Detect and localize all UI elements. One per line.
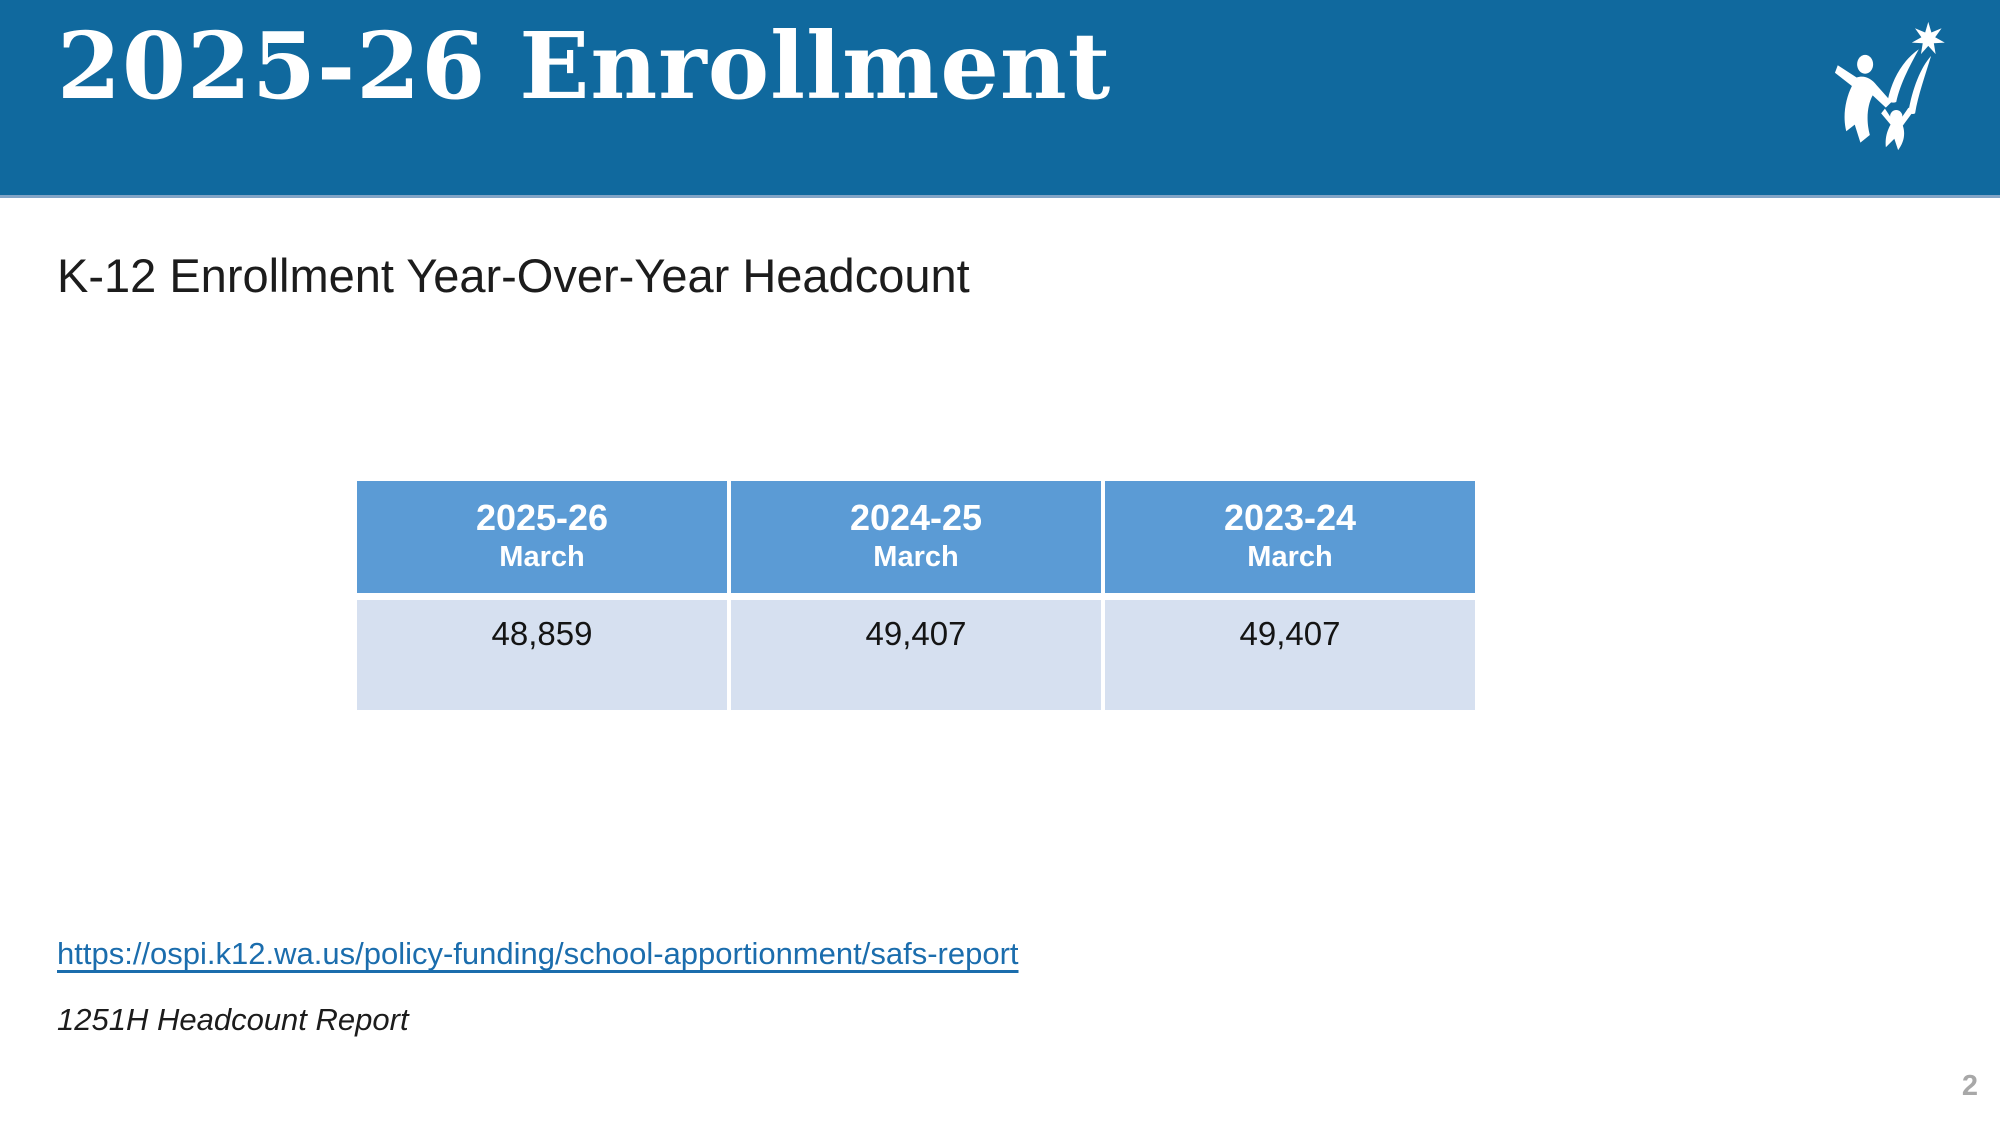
title-bar [0, 0, 2000, 198]
table-header-cell [357, 481, 727, 593]
table-header-cell [1105, 481, 1475, 593]
slide-subtitle: K-12 Enrollment Year-Over-Year Headcount [57, 249, 970, 302]
header-year: 2024-25 [849, 497, 983, 538]
slide-title: 2025-26 Enrollment [57, 12, 1112, 120]
table-value-cell: 49,407 [731, 600, 1101, 710]
table-value-cell: 49,407 [1105, 600, 1475, 710]
table-value-row [357, 600, 1475, 710]
page-number: 2 [1961, 1070, 1978, 1102]
source-link[interactable]: https://ospi.k12.wa.us/policy-funding/school-apportionment/safs-report [57, 936, 1019, 971]
header-month: March [1247, 541, 1333, 574]
students-star-logo-icon [1834, 10, 1966, 162]
header-year: 2025-26 [475, 497, 609, 538]
header-month: March [873, 541, 959, 574]
report-note: 1251H Headcount Report [57, 1002, 409, 1037]
header-year: 2023-24 [1223, 497, 1357, 538]
table-header-cell [731, 481, 1101, 593]
enrollment-table [357, 481, 1475, 710]
table-value-cell: 48,859 [357, 600, 727, 710]
table-header-row [357, 481, 1475, 593]
header-month: March [499, 541, 585, 574]
